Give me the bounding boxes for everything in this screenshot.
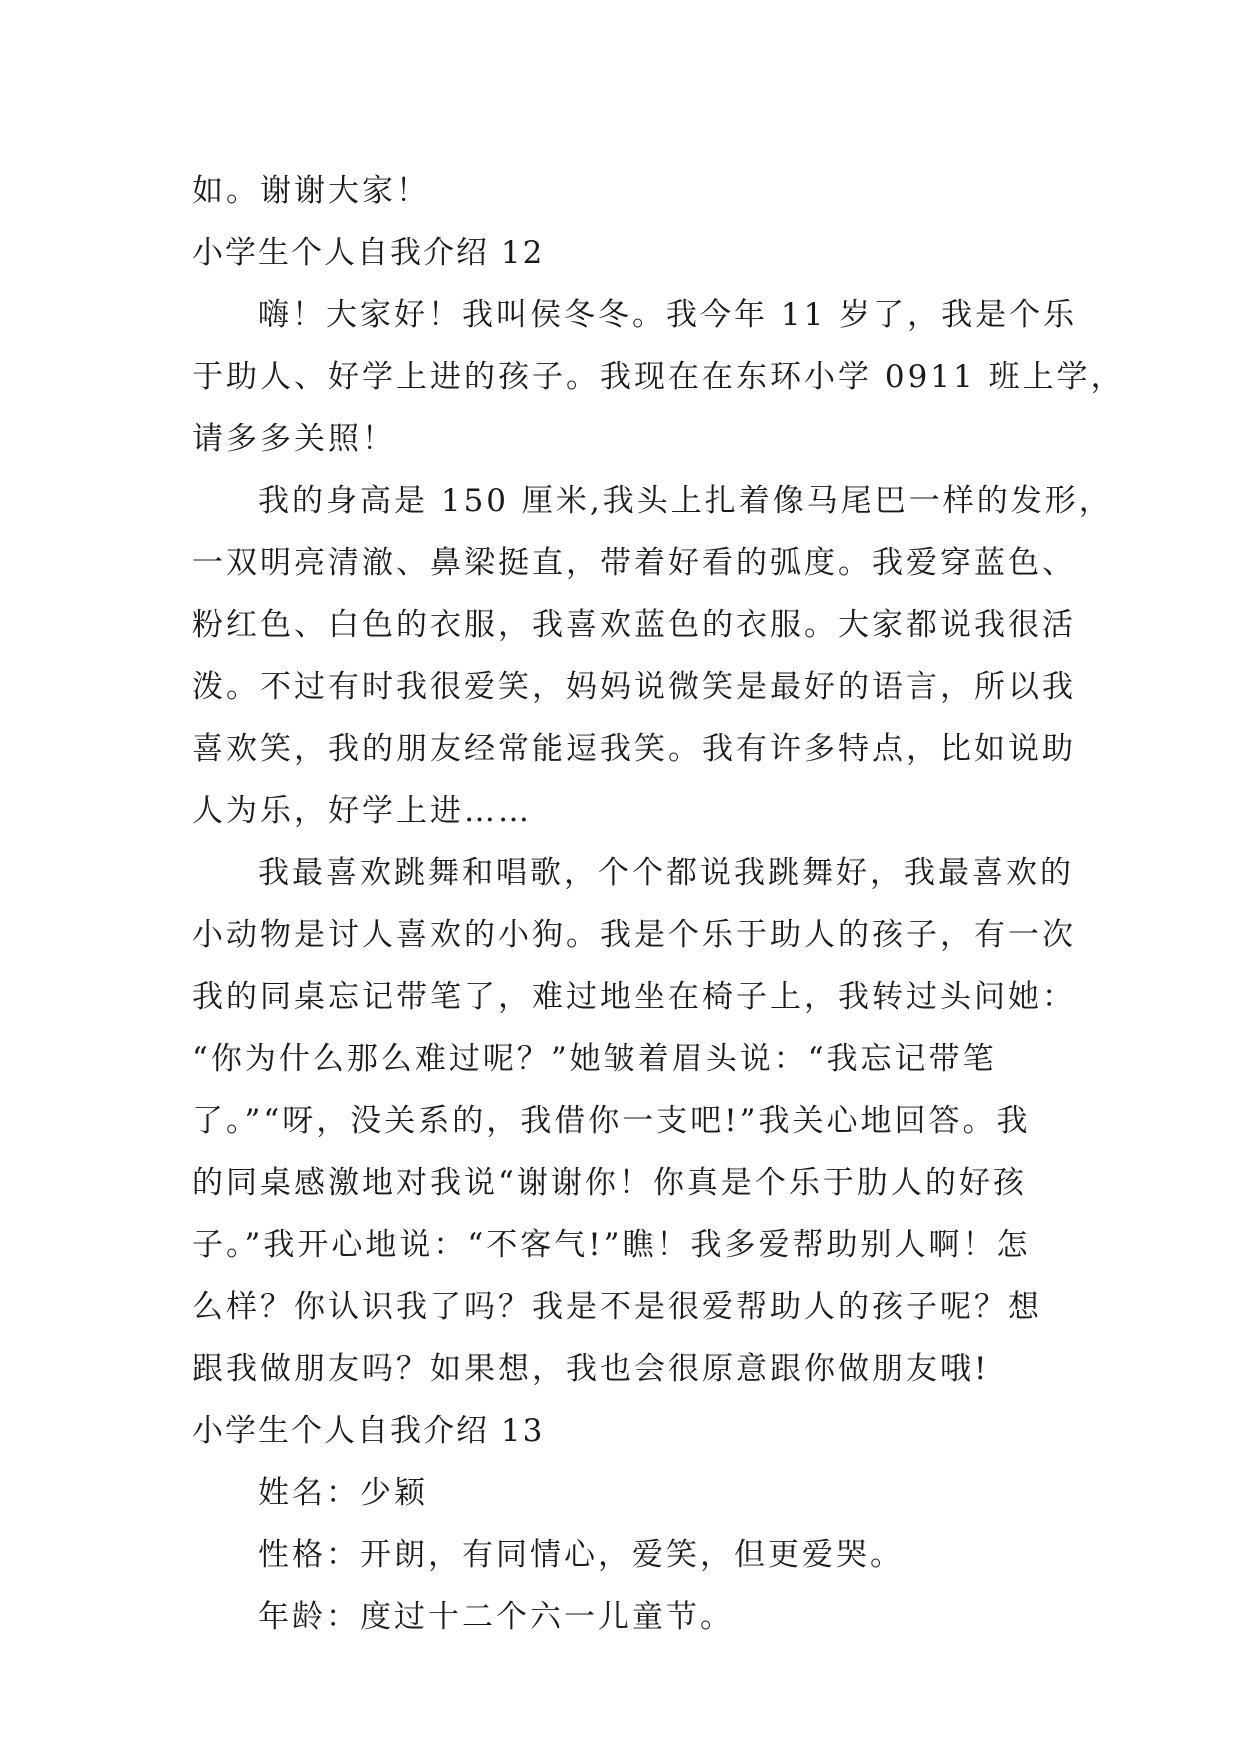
paragraph-line: 泼。不过有时我很爱笑，妈妈说微笑是最好的语言，所以我 [192,669,1076,705]
paragraph-line: 我的身高是 150 厘米,我头上扎着像马尾巴一样的发形， [258,483,1113,519]
paragraph-line: “你为什么那么难过呢？”她皱着眉头说：“我忘记带笔 [192,1041,997,1077]
paragraph-line: 我的同桌忘记带笔了，难过地坐在椅子上，我转过头问她： [192,979,1076,1015]
paragraph-line: 人为乐，好学上进…… [192,793,532,829]
section-heading-13: 小学生个人自我介绍 13 [192,1413,545,1449]
paragraph-line: 我最喜欢跳舞和唱歌，个个都说我跳舞好，我最喜欢的 [258,855,1074,891]
field-name-line: 姓名：少颖 [258,1475,428,1511]
paragraph-line: 一双明亮清澈、鼻梁挺直，带着好看的弧度。我爱穿蓝色、 [192,545,1076,581]
paragraph-line: 么样？你认识我了吗？我是不是很爱帮助人的孩子呢？想 [192,1289,1042,1325]
paragraph-line: 粉红色、白色的衣服，我喜欢蓝色的衣服。大家都说我很活 [192,607,1076,643]
paragraph-line: 嗨！大家好！我叫侯冬冬。我今年 11 岁了，我是个乐 [258,297,1078,333]
paragraph-line: 请多多关照！ [192,421,396,457]
paragraph-line: 小动物是讨人喜欢的小狗。我是个乐于助人的孩子，有一次 [192,917,1076,953]
paragraph-line: 跟我做朋友吗？如果想，我也会很原意跟你做朋友哦! [192,1351,990,1387]
paragraph-line: 如。谢谢大家！ [192,173,430,209]
field-personality-line: 性格：开朗，有同情心，爱笑，但更爱哭。 [258,1537,904,1573]
field-age-line: 年龄：度过十二个六一儿童节。 [258,1599,734,1635]
section-heading-12: 小学生个人自我介绍 12 [192,235,545,271]
document-page [192,160,1125,1648]
paragraph-line: 的同桌感激地对我说“谢谢你！你真是个乐于肋人的好孩 [192,1165,1027,1201]
paragraph-line: 了。”“呀，没关系的，我借你一支吧!”我关心地回答。我 [192,1103,1031,1139]
paragraph-line: 喜欢笑，我的朋友经常能逗我笑。我有许多特点，比如说助 [192,731,1076,767]
paragraph-line: 子。”我开心地说：“不客气!”瞧！我多爱帮助别人啊！怎 [192,1227,1031,1263]
paragraph-line: 于助人、好学上进的孩子。我现在在东环小学 0911 班上学， [192,359,1125,395]
